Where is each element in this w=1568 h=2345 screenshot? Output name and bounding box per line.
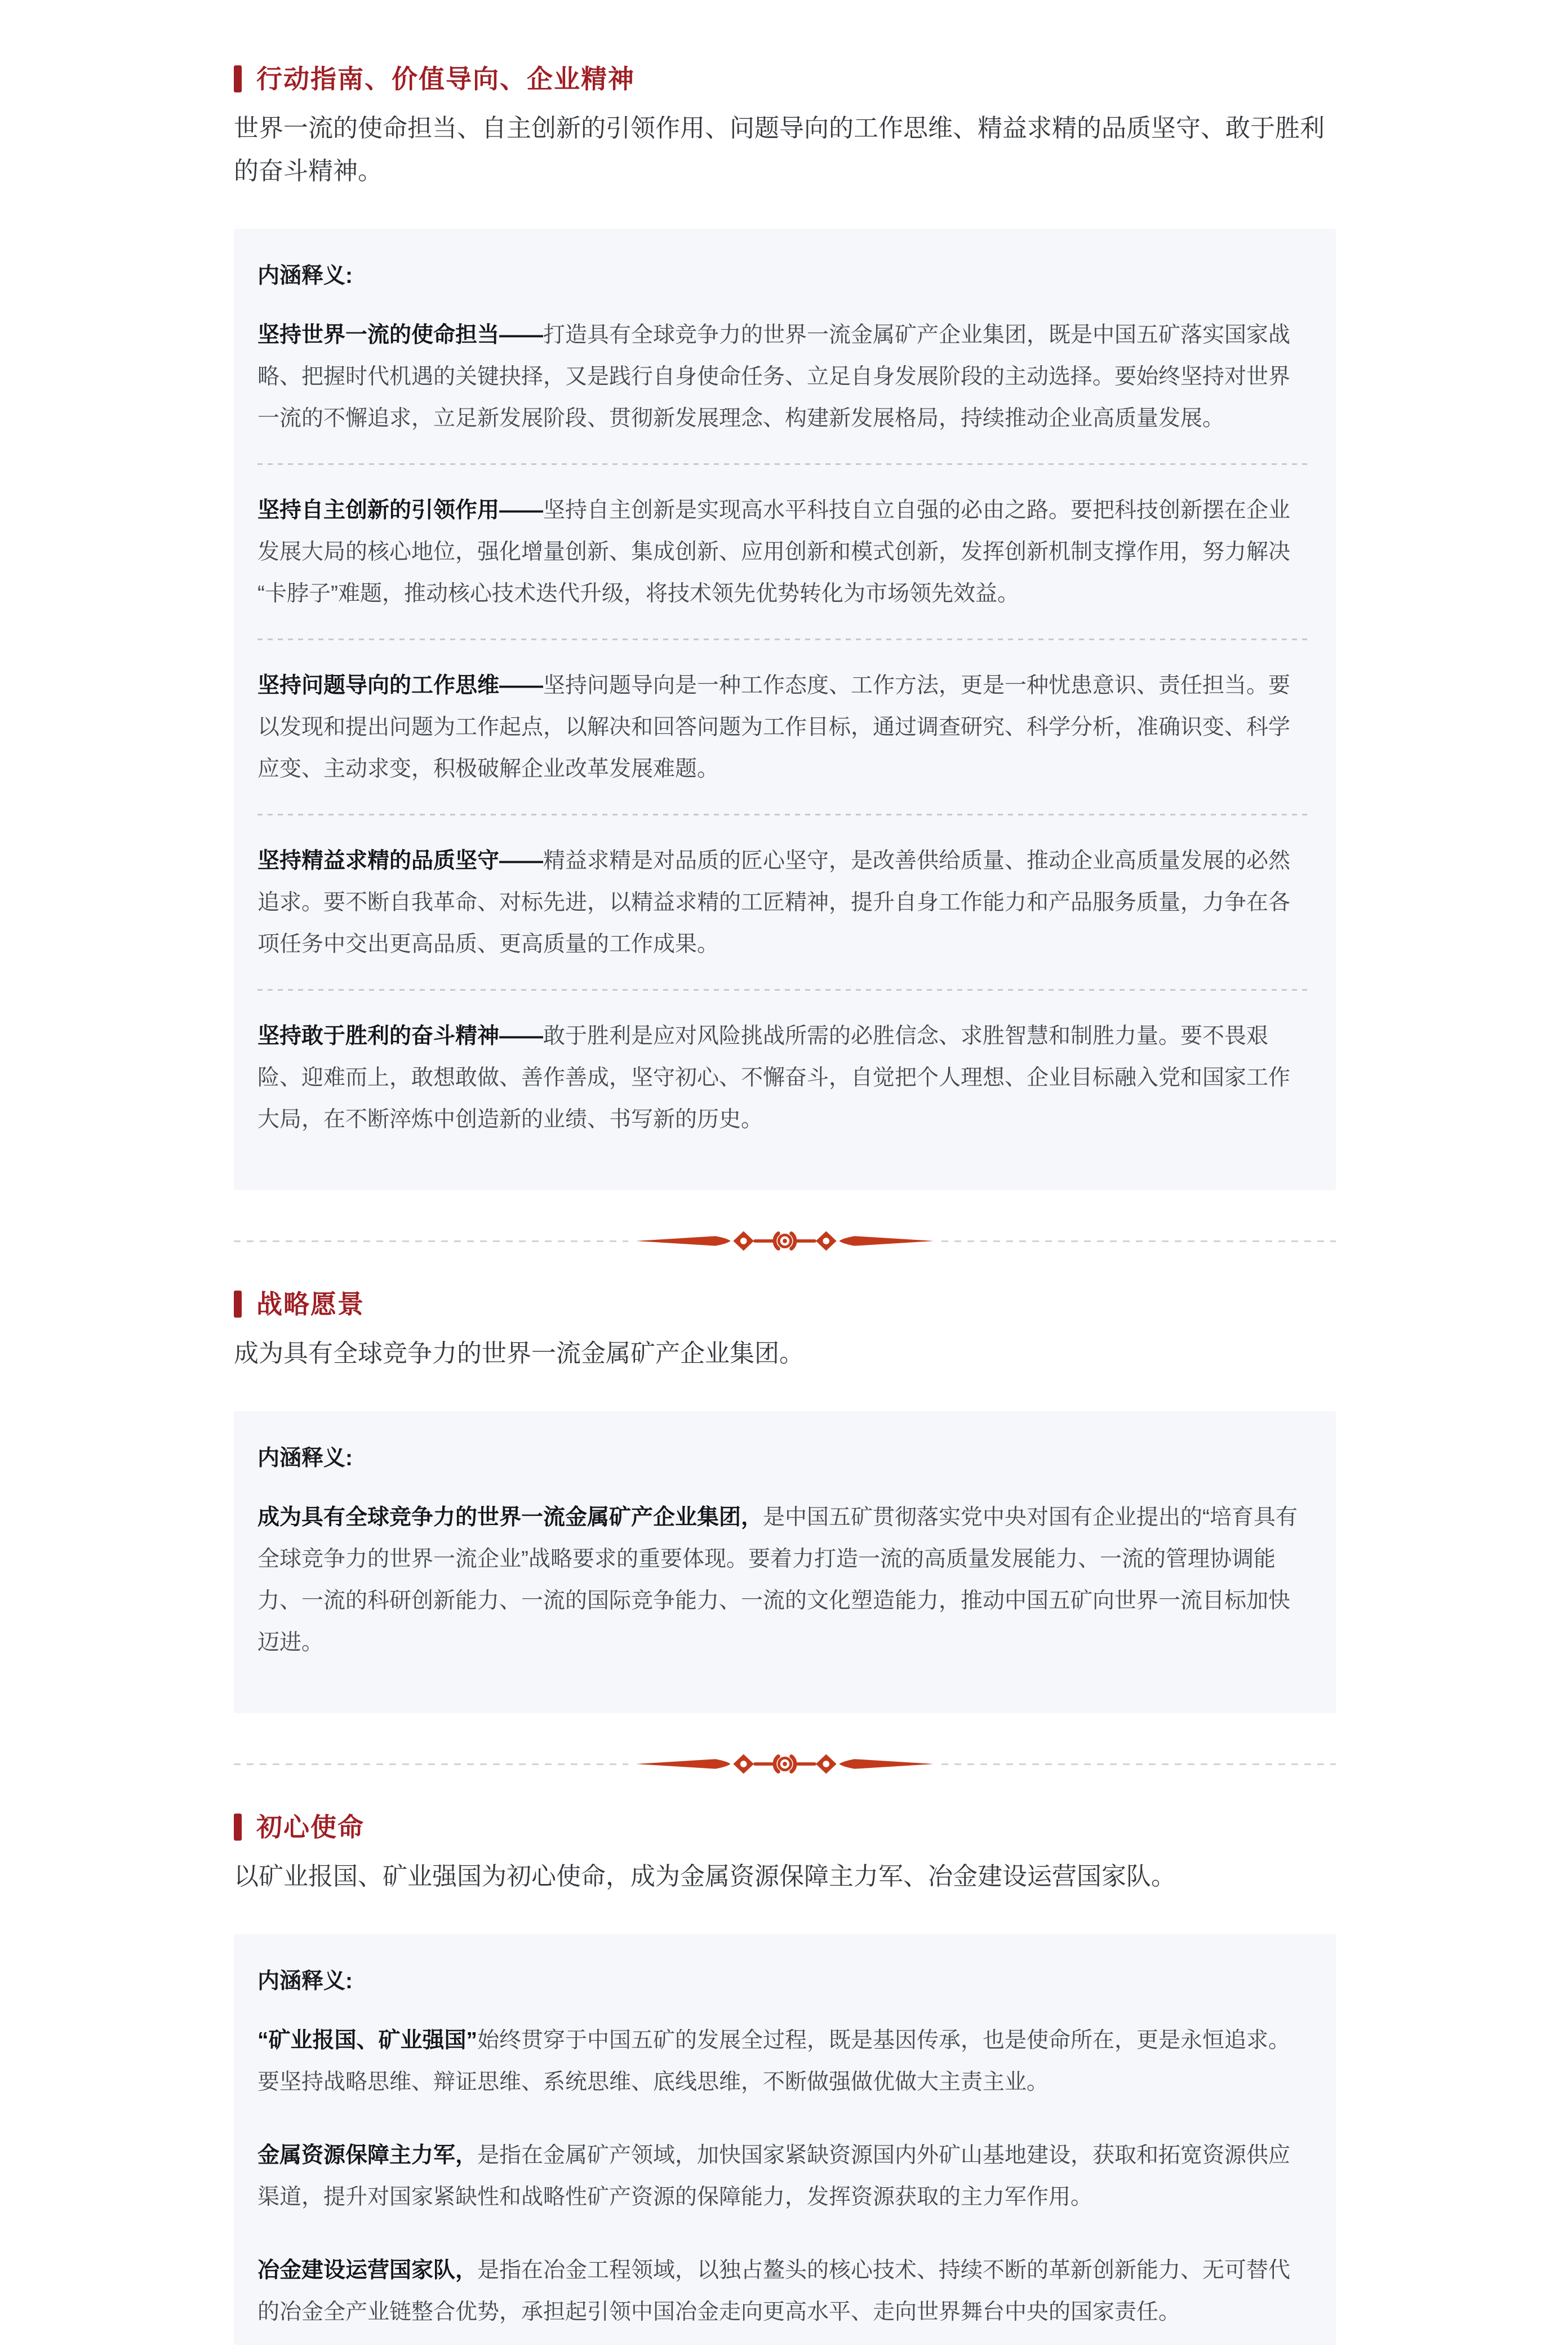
meaning-label: 内涵释义: (257, 1446, 353, 1470)
section-divider (234, 1224, 1336, 1258)
paragraph-text: 始终贯穿于中国五矿的发展全过程，既是基因传承，也是使命所在，更是永恒追求。要坚持战略思维、辩证思维、系统思维、底线思维，不断做强做优做大主责主业。 (257, 2028, 1291, 2094)
paragraph-lead: 金属资源保障主力军， (257, 2143, 478, 2167)
divider-ornament-icon (633, 1747, 937, 1781)
section-original-mission (234, 1811, 1336, 2345)
divider-dash-line (941, 1763, 1336, 1765)
meaning-box (234, 1934, 1336, 2345)
section-intro: 以矿业报国、矿业强国为初心使命，成为金属资源保障主力军、冶金建设运营国家队。 (234, 1863, 1176, 1890)
meaning-paragraph (257, 490, 1311, 615)
heading-accent-bar (234, 1814, 242, 1841)
paragraph-lead: “矿业报国、矿业强国” (257, 2028, 478, 2053)
paragraph-text: 打造具有全球竞争力的世界一流金属矿产企业集团，既是中国五矿落实国家战略、把握时代机遇的关键抉择，又是践行自身使命任务、立足自身发展阶段的主动选择。要始终坚持对世界一流的不懈追求，立足新发展阶段、贯彻新发展理念、构建新发展格局，持续推动企业高质量发展。 (257, 323, 1291, 431)
paragraph-lead: 坚持自主创新的引领作用—— (257, 498, 544, 522)
meaning-paragraph (257, 665, 1311, 790)
meaning-paragraph (257, 1016, 1311, 1141)
paragraph-lead: 坚持精益求精的品质坚守—— (257, 849, 544, 873)
section-divider (234, 1747, 1336, 1781)
divider-dash-line (234, 1763, 628, 1765)
paragraph-text: 是指在金属矿产领域，加快国家紧缺资源国内外矿山基地建设，获取和拓宽资源供应渠道，提升对国家紧缺性和战略性矿产资源的保障能力，发挥资源获取的主力军作用。 (257, 2143, 1291, 2209)
meaning-box (234, 1411, 1336, 1713)
meaning-paragraph (257, 2020, 1311, 2103)
section-action-guide (234, 63, 1336, 1190)
divider-ornament-icon (633, 1224, 937, 1258)
paragraph-lead: 成为具有全球竞争力的世界一流金属矿产企业集团， (257, 1505, 763, 1530)
meaning-paragraph (257, 2135, 1311, 2218)
dashed-divider (257, 814, 1311, 815)
paragraph-text: 精益求精是对品质的匠心坚守，是改善供给质量、推动企业高质量发展的必然追求。要不断自我革命、对标先进，以精益求精的工匠精神，提升自身工作能力和产品服务质量，力争在各项任务中交出更高品质、更高质量的工作成果。 (257, 849, 1291, 956)
section-heading (234, 1288, 1336, 1320)
paragraph-lead: 冶金建设运营国家队， (257, 2258, 478, 2282)
paragraph-lead: 坚持问题导向的工作思维—— (257, 673, 544, 698)
section-heading (234, 63, 1336, 95)
divider-dash-line (234, 1240, 628, 1242)
section-title: 行动指南、价值导向、企业精神 (256, 64, 635, 94)
heading-accent-bar (234, 1291, 242, 1318)
section-strategic-vision (234, 1288, 1336, 1713)
dashed-divider (257, 989, 1311, 991)
section-title: 初心使命 (256, 1812, 365, 1842)
meaning-label: 内涵释义: (257, 1969, 353, 1993)
dashed-divider (257, 639, 1311, 640)
meaning-label: 内涵释义: (257, 264, 353, 288)
paragraph-lead: 坚持敢于胜利的奋斗精神—— (257, 1024, 544, 1048)
section-intro: 成为具有全球竞争力的世界一流金属矿产企业集团。 (234, 1340, 804, 1367)
section-heading (234, 1811, 1336, 1843)
divider-dash-line (941, 1240, 1336, 1242)
paragraph-text: 敢于胜利是应对风险挑战所需的必胜信念、求胜智慧和制胜力量。要不畏艰险、迎难而上，敢想敢做、善作善成，坚守初心、不懈奋斗，自觉把个人理想、企业目标融入党和国家工作大局，在不断淬炼中创造新的业绩、书写新的历史。 (257, 1024, 1291, 1132)
heading-accent-bar (234, 65, 242, 92)
meaning-paragraph (257, 840, 1311, 965)
section-title: 战略愿景 (256, 1289, 365, 1319)
paragraph-text: 坚持自主创新是实现高水平科技自立自强的必由之路。要把科技创新摆在企业发展大局的核心地位，强化增量创新、集成创新、应用创新和模式创新，发挥创新机制支撑作用，努力解决“卡脖子”难题，推动核心技术迭代升级，将技术领先优势转化为市场领先效益。 (257, 498, 1291, 606)
paragraph-lead: 坚持世界一流的使命担当—— (257, 323, 544, 347)
meaning-paragraph (257, 314, 1311, 440)
meaning-paragraph (257, 1497, 1311, 1664)
meaning-box (234, 229, 1336, 1190)
dashed-divider (257, 463, 1311, 465)
paragraph-text: 坚持问题导向是一种工作态度、工作方法，更是一种忧患意识、责任担当。要以发现和提出问题为工作起点，以解决和回答问题为工作目标，通过调查研究、科学分析，准确识变、科学应变、主动求变，积极破解企业改革发展难题。 (257, 673, 1291, 781)
meaning-paragraph (257, 2250, 1311, 2333)
section-intro: 世界一流的使命担当、自主创新的引领作用、问题导向的工作思维、精益求精的品质坚守、敢于胜利的奋斗精神。 (234, 114, 1325, 185)
paragraph-text: 是指在冶金工程领域，以独占鳌头的核心技术、持续不断的革新创新能力、无可替代的冶金全产业链整合优势，承担起引领中国冶金走向更高水平、走向世界舞台中央的国家责任。 (257, 2258, 1291, 2324)
paragraph-text: 是中国五矿贯彻落实党中央对国有企业提出的“培育具有全球竞争力的世界一流企业”战略要求的重要体现。要着力打造一流的高质量发展能力、一流的管理协调能力、一流的科研创新能力、一流的国际竞争能力、一流的文化塑造能力，推动中国五矿向世界一流目标加快迈进。 (257, 1505, 1298, 1655)
